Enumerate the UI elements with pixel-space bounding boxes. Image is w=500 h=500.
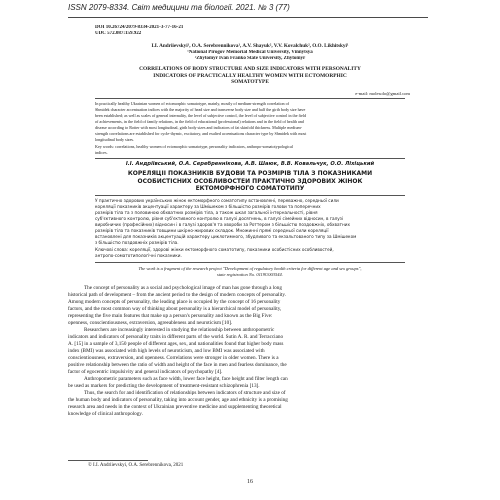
copyright-rule bbox=[68, 460, 148, 461]
header-rule bbox=[68, 17, 428, 18]
abstract-ua-line: У практично здорових українських жінок ектоморфного соматотипу встановлені, переважно, середньої сили bbox=[95, 198, 339, 203]
keywords-en-line: indices. bbox=[95, 150, 108, 155]
body-line: factors, and the most common way of thinking about personality is a hierarchical model of personality, bbox=[68, 306, 282, 312]
body-line: knowledge of clinical anthropology. bbox=[68, 411, 143, 417]
abstract-en-line: longitudinal body sizes. bbox=[95, 137, 135, 142]
journal-header: ISSN 2079-8334. Світ медицини та біології. 2021. № 3 (77) bbox=[68, 3, 290, 12]
abstract-en-line: Shmidek character accentuation indices with the majority of head size and transverse body size and half the girth body size have bbox=[95, 107, 306, 112]
title-en-line: INDICATORS OF PRACTICALLY HEALTHY WOMEN WITH ECTOMORPHIC bbox=[153, 72, 347, 79]
abstract-ua-line: виробничих (професійних) відносин і в галузі здоров'я та хвороби за Роттером з більшістю поздовжніх, обхватних bbox=[95, 222, 350, 227]
body-line: historical path of development – from the ancient period to the design of modern concepts of personality. bbox=[68, 292, 286, 298]
abstract-ua-line: розмірів тіла та з половиною обхватних розмірів тіла, а також шкал загальної інтернальності, рівня bbox=[95, 210, 318, 215]
title-ua-line: ЕКТОМОРФНОГО СОМАТОТИПУ bbox=[195, 185, 305, 192]
body-line: Researchers are increasingly interested in studying the relationship between anthropometric bbox=[84, 327, 275, 333]
body-line: positive relationship between the ratio of width and height of the face in men and fearless dominance, the bbox=[68, 362, 287, 368]
body-line: the human body and indicators of personality, taking into account gender, age and ethnicity is a promising bbox=[68, 397, 288, 403]
section-rule bbox=[95, 262, 405, 263]
body-line: openness, conscientiousness, extraversion, agreeableness and neuroticism [10]. bbox=[68, 320, 233, 326]
abstract-ua-line: з більшістю поздовжніх розмірів тіла. bbox=[95, 240, 179, 245]
contact-email: e-mail: molesolo@gmail.com bbox=[355, 91, 410, 96]
funding-note-line: The work is a fragment of the research project "Development of regulatory health criteria for different age and sex groups", bbox=[138, 266, 362, 271]
section-rule bbox=[95, 158, 405, 159]
doi: DOI 10.26724/2079-8334-2021-3-77-16-21 bbox=[95, 25, 184, 30]
body-line: index (BMI) was associated with high levels of neuroticism, and low BMI was associated with bbox=[68, 348, 265, 354]
body-line: representing the five main features that make up a person's personality and known as the Big Five: bbox=[68, 313, 273, 319]
keywords-ua-line: антропо-соматотипологічні показники. bbox=[95, 253, 182, 258]
body-line: factor of egocentric impulsivity and general indicators of psychopathy [4]. bbox=[68, 369, 223, 375]
abstract-en-line: of achievements, in the field of family relations, in the field of educational (professional) relations and in the field of health and bbox=[95, 119, 304, 124]
authors-ua: І.І. Андріївський, О.А. Серебреннікова, А.В. Шаюк, В.В. Ковальчук, О.О. Ліхіцький bbox=[125, 161, 375, 167]
abstract-en-line: been established; as well as scales of general internality, the level of subjective control, the level of subjective control in the field bbox=[95, 113, 307, 118]
body-line: indicators and indicators of personality traits in different parts of the world. Sutin A. R. and Terracciano bbox=[68, 334, 284, 340]
affiliation-1: ¹National Pirogov Memorial Medical University, Vinnytsya bbox=[187, 50, 313, 55]
abstract-en-line: strength correlations are established for cycle-thymic, excitatory, and exalted accentuations character type by Shmidek with most bbox=[95, 131, 307, 136]
body-line: conscientiousness, extraversion, and openness. Correlations were stronger in older women. There is a bbox=[68, 355, 279, 361]
funding-note-line: state registration No. 0119U003544. bbox=[217, 272, 283, 277]
body-line: Anthropometric parameters such as face width, lower face height, face height and filter length can bbox=[84, 376, 288, 382]
title-ua-line: ОСОБИСТІСНИХ ОСОБЛИВОСТЕЙ ПРАКТИЧНО ЗДОРОВИХ ЖІНОК bbox=[137, 177, 363, 185]
abstract-en-line: disease according to Rotter with most longitudinal, girth body sizes and indicators of fat skinfold thickness. Multiple medium- bbox=[95, 125, 303, 130]
title-en-line: CORRELATIONS OF BODY STRUCTURE AND SIZE INDICATORS WITH PERSONALITY bbox=[139, 66, 361, 72]
page-number: 16 bbox=[247, 479, 253, 485]
title-ua-line: КОРЕЛЯЦІЇ ПОКАЗНИКІВ БУДОВИ ТА РОЗМІРІВ ТІЛА З ПОКАЗНИКАМИ bbox=[127, 170, 373, 177]
authors-en: I.I. Andriievskyi¹, O.A. Serebrennikova¹, A.V. Shayuk², V.V. Kovalchuk², O.O. Likhitskyi¹ bbox=[151, 43, 349, 49]
body-line: The concept of personality as a social and psychological image of man has gone through a long bbox=[84, 285, 282, 291]
keywords-ua-line: Ключові слова: кореляції, здорові жінки ектоморфного соматотипу, показники особистісних особливостей, bbox=[95, 247, 334, 252]
keywords-en-line: Key words: correlations, healthy women of ectomorphic somatotype, personality indicators, anthropo-somatotypological bbox=[95, 144, 293, 149]
body-line: Among modern concepts of personality, the leading place is occupied by the concept of 16 personality bbox=[68, 299, 281, 305]
abstract-ua-line: кореляції показників акцентуації характеру за Шмішеком з більшістю розмірів голови та поперечних bbox=[95, 204, 321, 209]
abstract-rule bbox=[95, 98, 405, 99]
abstract-ua-line: розмірів тіла та показників товщини шкірно-жирових складок. Множинні прямі середньої сили кореляції bbox=[95, 228, 329, 233]
body-line: be used as markers for predicting the development of treatment-resistant schizophrenia [13]. bbox=[68, 383, 260, 389]
abstract-ua-line: суб'єктивного контролю, рівня суб'єктивного контролю в галузі досягнень, в галузі сімейних відносин, в галузі bbox=[95, 216, 344, 221]
copyright-notice: © I.I. Andriievskyi, O.A. Serebrennikova, 2021 bbox=[88, 463, 184, 468]
abstract-ua-line: встановлені для показників акцентуацій характеру циклотимного, збудливого та екзальтованого типу за Шмішеком bbox=[95, 234, 357, 239]
udc: UDC 572.087:159.922 bbox=[95, 31, 142, 36]
affiliation-2: ²Zhytomyr Ivan Franko State University, Zhytomyr bbox=[194, 56, 306, 61]
body-line: Thus, the search for and identification of relationships between indicators of structure and size of bbox=[84, 390, 286, 396]
body-line: A. [15] in a sample of 3,150 people of different ages, sex, and nationalities found that higher body mass bbox=[68, 341, 284, 347]
body-line: research area and needs in the context of Ukrainian preventive medicine and supplementing theoretical bbox=[68, 404, 282, 410]
abstract-en-line: In practically healthy Ukrainian women of ectomorphic somatotype, mainly, mostly of medium-strength correlation of bbox=[95, 101, 290, 106]
abstract-ua-rule bbox=[95, 195, 405, 196]
title-en-line: SOMATOTYPE bbox=[231, 79, 269, 85]
